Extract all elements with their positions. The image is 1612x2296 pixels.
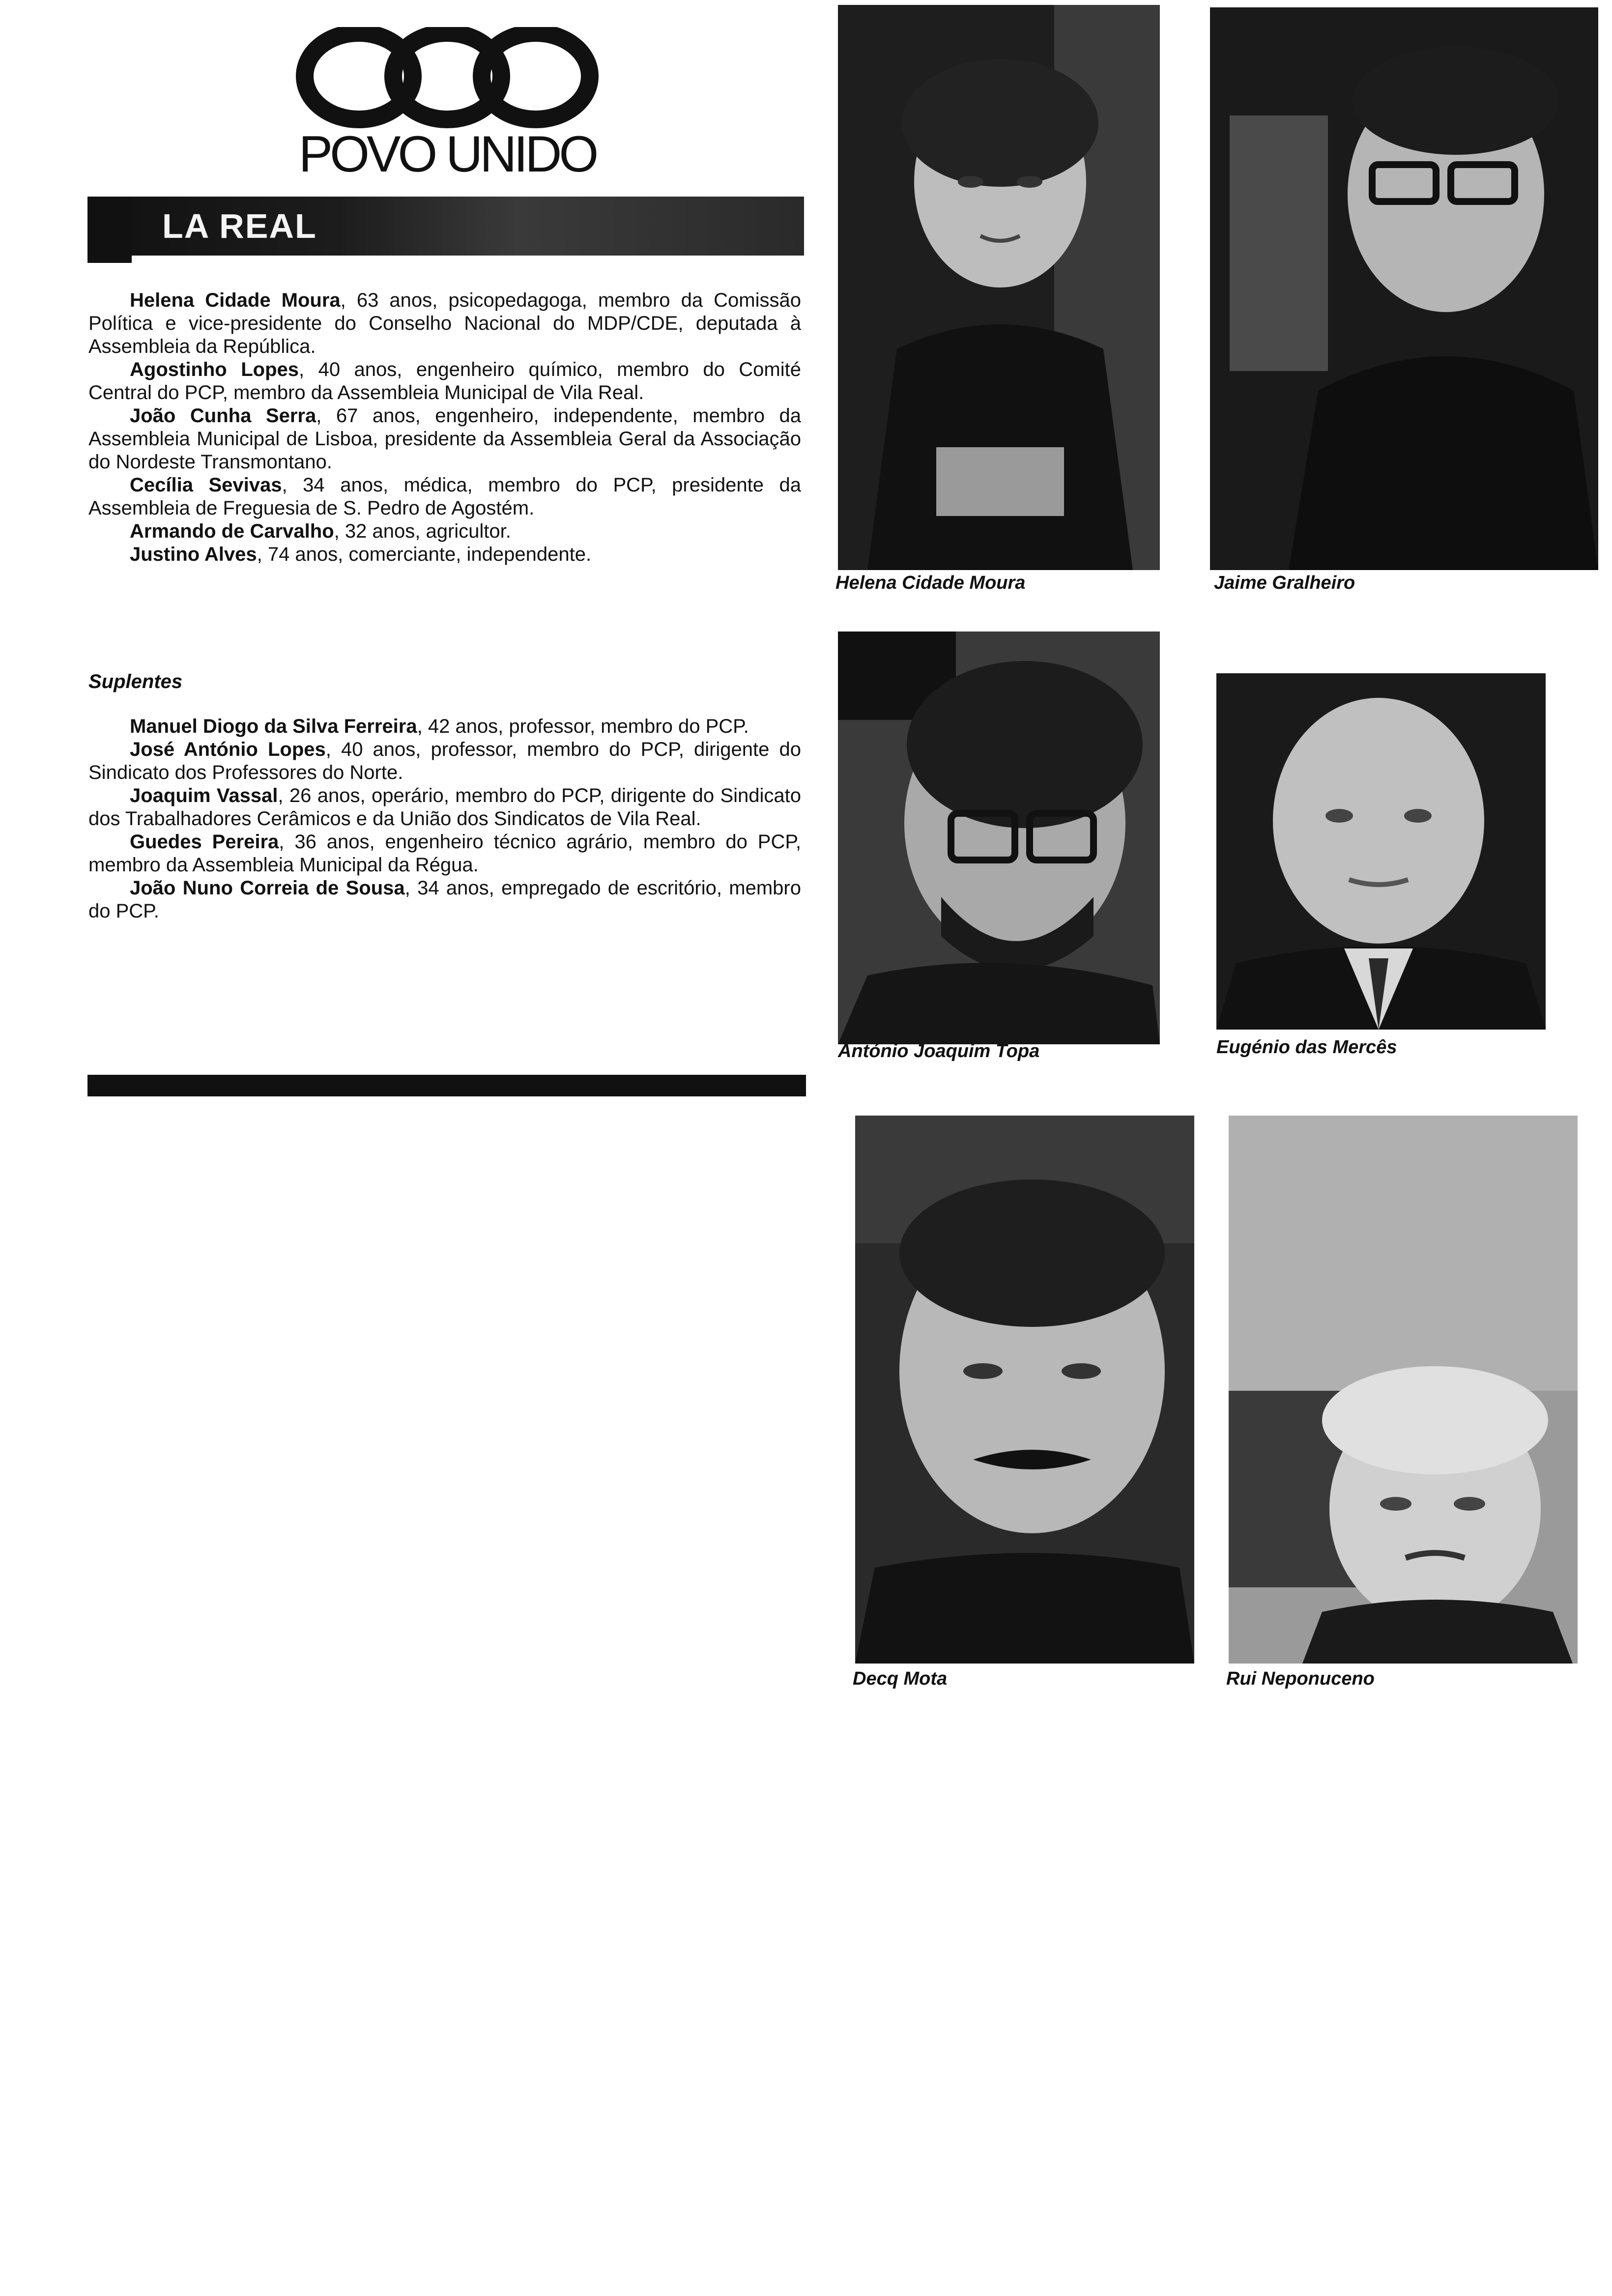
candidate-name: Armando de Carvalho	[130, 520, 334, 542]
portrait-photo	[1229, 1116, 1578, 1664]
portrait-older-man-icon	[1229, 1116, 1578, 1664]
candidate-name: Justino Alves	[130, 544, 257, 565]
portrait-photo	[1216, 673, 1546, 1030]
banner-notch	[87, 197, 132, 263]
candidate-name: Cecília Sevivas	[130, 474, 282, 496]
substitute-name: Joaquim Vassal	[130, 785, 278, 806]
candidate-desc: , 67 anos, engenheiro, independente, membro da Assembleia Municipal de Lisboa, presidente da Assembleia Geral da Associação do Nordeste Transmontano.	[88, 405, 801, 473]
candidate-name: João Cunha Serra	[130, 405, 317, 427]
list-item	[88, 358, 801, 404]
photo-caption: António Joaquim Topa	[838, 1041, 1040, 1062]
list-item	[88, 831, 801, 877]
candidate-name: Agostinho Lopes	[130, 359, 299, 380]
portrait-photo	[855, 1116, 1194, 1664]
list-item	[88, 784, 801, 831]
section-label: LA REAL	[162, 207, 317, 245]
substitute-desc: , 26 anos, operário, membro do PCP, dirigente do Sindicato dos Trabalhadores Cerâmicos e da União dos Sindicatos de Vila Real.	[88, 785, 801, 830]
list-item	[88, 520, 801, 543]
substitute-name: Guedes Pereira	[130, 831, 279, 853]
list-item	[88, 474, 801, 520]
list-item	[88, 289, 801, 358]
list-item	[88, 877, 801, 923]
photo-caption: Jaime Gralheiro	[1214, 573, 1355, 593]
candidate-desc: , 40 anos, engenheiro químico, membro do Comité Central do PCP, membro da Assembleia Municipal de Vila Real.	[88, 359, 801, 403]
three-rings-logo-icon	[290, 27, 604, 130]
portrait-man-glasses-icon	[1210, 7, 1598, 570]
photo-caption: Eugénio das Mercês	[1216, 1037, 1397, 1058]
candidate-name: Helena Cidade Moura	[130, 289, 341, 311]
substitute-desc: , 34 anos, empregado de escritório, membro do PCP.	[88, 877, 801, 922]
substitute-name: José António Lopes	[130, 739, 326, 760]
photo-caption: Rui Neponuceno	[1226, 1668, 1375, 1689]
substitute-list	[88, 715, 801, 923]
photo-caption: Decq Mota	[853, 1668, 948, 1689]
photo-caption: Helena Cidade Moura	[835, 573, 1026, 593]
list-item	[88, 543, 801, 566]
portrait-photo	[838, 631, 1160, 1044]
candidate-desc: , 63 anos, psicopedagoga, membro da Comissão Política e vice-presidente do Conselho Nacional do MDP/CDE, deputada à Assembleia da República.	[88, 289, 801, 357]
substitute-desc: , 36 anos, engenheiro técnico agrário, membro do PCP, membro da Assembleia Municipal da Régua.	[88, 831, 801, 876]
list-item	[88, 404, 801, 474]
bottom-rule	[87, 1075, 806, 1096]
list-item	[88, 738, 801, 784]
portrait-photo	[1210, 7, 1598, 570]
portrait-man-tie-icon	[1216, 673, 1546, 1030]
substitute-name: João Nuno Correia de Sousa	[130, 877, 405, 899]
candidate-list	[88, 289, 801, 566]
candidate-desc: , 74 anos, comerciante, independente.	[257, 544, 592, 565]
portrait-photo	[838, 5, 1160, 570]
portrait-woman-icon	[838, 5, 1160, 570]
masthead-title: POVO UNIDO	[298, 126, 596, 183]
list-item	[88, 715, 801, 738]
masthead-logo	[290, 27, 604, 183]
substitute-name: Manuel Diogo da Silva Ferreira	[130, 716, 417, 737]
portrait-bearded-man-icon	[838, 631, 1160, 1044]
substitute-desc: , 40 anos, professor, membro do PCP, dirigente do Sindicato dos Professores do Norte.	[88, 739, 801, 783]
portrait-man-mustache-icon	[855, 1116, 1194, 1664]
substitutes-heading: Suplentes	[88, 671, 183, 692]
substitute-desc: , 42 anos, professor, membro do PCP.	[417, 716, 749, 737]
candidate-desc: , 32 anos, agricultor.	[334, 520, 511, 542]
candidate-desc: , 34 anos, médica, membro do PCP, presidente da Assembleia de Freguesia de S. Pedro de Agostém.	[88, 474, 801, 519]
